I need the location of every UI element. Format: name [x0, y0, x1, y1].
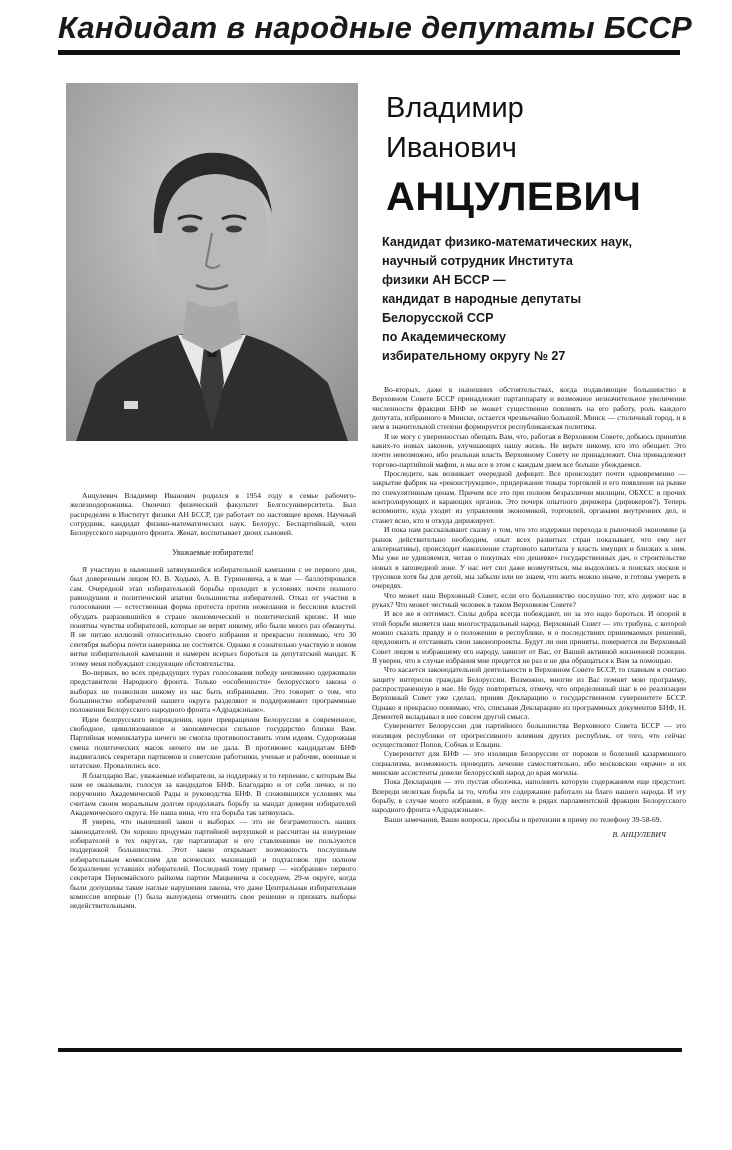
paragraph: Я уверен, что нынешний закон о выборах — это не безграмотность наших законодателей. Он хорошо продуман партийной верхушкой и рассчитан на изнурение избирателей в тех округах, где партаппарат и его ставленники не пользуются поддержкой большинства. Этот закон открывает возможность послушным избирательным комиссиям для всяческих махинаций и подтасовок при полном безразличии уставших избирателей. Последний тому пример — «избрание» первого секретаря Первомайского райкома партии Мацкевича в соседнем, 29-м округе, когда были допущены такие наглые нарушения закона, что даже Центральная избирательная комиссия впервые (!) была вынуждена отменить свое решение и признать выборы недействительными.	[70, 817, 356, 911]
paragraph: Что может наш Верховный Совет, если его большинство послушно тот, кто держит нас в руках? Что может честный человек в таком Верховном Совете?	[372, 590, 686, 609]
paragraph: Ваши замечания, Ваши вопросы, просьбы и претензии я приму по телефону 39-58-69.	[384, 814, 662, 824]
first-name: Владимир	[386, 92, 524, 124]
paragraph: Я участвую в нынешней затянувшейся избирательной кампании с ее первого дня, был доверенным лицом Ю. В. Ходыко, А. В. Гуриновича, а в мае — баллотировался сам. Очередной этап избирательной борьбы проходит в условиях почти полного равнодушия и политической апатии большинства избирателей. Отказ от участия в голосовании — естественная форма протеста против нежелания и бессилия властей обуздать разразившийся в стране экономический и политический кризис. И мне понятны чувства избирателей, которые не верят никому, ибо были много раз обмануты. Я не питаю иллюзий относительно своего избрания и прекрасно понимаю, что 30 сентября выборы почти наверняка не состоятся. Однако я сознательно участвую в новом витке избирательной кампании и намерен всерьез бороться за депутатский мандат. К этому меня побуждают следующие обстоятельства.	[70, 565, 356, 668]
paragraph: И пока нам рассказывают сказку о том, что это издержки перехода к рыночной экономике (а рынок действительно необходим, опыт всех развитых стран показывает, что ему нет альтернативы), происходит накопление стартового капитала у власть имущих и близких к ним. Мы уже не удивляемся, читая о покупках «по дешевке» государственных дач, о строительстве новых в заповедной зоне. У нас нет сил даже возмутиться, мы выдохлись в поисках носков и трусиков хотя бы для детей, мы забыли или не знаем, что жить можно иначе, и готовы умереть в очередях.	[372, 525, 686, 591]
paragraph: Что касается законодательной деятельности в Верховном Совете БССР, то главным я считаю защиту интересов граждан Белоруссии. Возможно, многие из Вас помнят мою программу, распространенную в мае. Не буду повторяться, отмечу, что определенный шаг в ее реализации Верховный Совет уже сделал, приняв Декларацию о государственном суверенитете БССР. Однако я прекрасно понимаю, что, списывая Декларацию из программных документов БНФ, Н. Дементей вкладывал в нее совсем другой смысл.	[372, 665, 686, 722]
paragraph: Проследите, как возникает очередной дефицит. Все происходит почти одновременно — закрытие фабрик на «реконструкцию», придержание товара торговлей и его появление на рынке по спекулятивным ценам. Причем все это при полном безразличии милиции, ОБХСС и прочих контролирующих и карающих органов. Это почерк опытного дирижера (дирижеров?). Теперь вспомните, куда уходят из управления экономикой, торговлей, органами внутренних дел, и станет ясно, кто и откуда дирижирует.	[372, 469, 686, 525]
candidate-photo	[66, 83, 358, 441]
header-rule	[58, 50, 680, 55]
subtitle-line: по Академическому	[382, 330, 507, 344]
header-title: Кандидат в народные депутаты БССР	[58, 10, 693, 45]
paragraph: Идеи белорусского возрождения, идеи превращения Белоруссии в современное, свободное, цивилизованное и экономически сильное государство близки Вам. Партийная номенклатура ничего не смогла противопоставить этим идеям. Судорожная смена политических масок ничего им не дала. В противовес кандидатам БНФ выдвигались секретари парткомов и советские работники, ученые и рабочие, военные и штатские. Провалились все.	[70, 714, 356, 771]
patronymic: Иванович	[386, 132, 517, 164]
surname: АНЦУЛЕВИЧ	[386, 175, 642, 219]
paragraph: И все же я оптимист. Силы добра всегда побеждают, но за это надо бороться. И опорой в этой борьбе является наш многострадальный народ. Верховный Совет — это трибуна, с которой можно сказать правду и о положении в республике, и о последствиях принимаемых решений, предложить и отстаивать свои законопроекты. Будут ли они приняты, повернется ли Верховный Совет лицом к избравшему его народу, зависит от Вас, от Вашей активной жизненной позиции. Я уверен, что в случае избрания мне придется не раз и не два обращаться к Вам за помощью.	[372, 609, 686, 665]
signature: В. АНЦУЛЕВИЧ	[612, 830, 666, 840]
subtitle-line: физики АН БССР —	[382, 273, 506, 287]
paragraph: Я не могу с уверенностью обещать Вам, что, работая в Верховном Совете, добьюсь принятия каких-то новых законов, улучшающих нашу жизнь. Не верьте никому, кто это обещает. Это почти невозможно, ибо реальная власть Верховному Совету не принадлежит. Она принадлежит торгово-партийной мафии, и мы все в этом с каждым днем все больше убеждаемся.	[372, 431, 686, 469]
page-header	[58, 8, 693, 48]
subtitle-line: кандидат в народные депутаты	[382, 292, 582, 306]
subtitle-line: Кандидат физико-математических наук,	[382, 235, 632, 249]
subtitle-line: Белорусской ССР	[382, 311, 494, 325]
paragraph: Во-первых, во всех предыдущих турах голосования победу неизменно одерживали представители Народного фронта. Только «особенности» белорусского закона о выборах не позволили никому из нас быть избранными. Это говорит о том, что большинство избирателей нашего округа разделяют и поддерживают программные положения Белорусского народного фронта «Адраджэньне».	[70, 667, 356, 715]
paragraph: Я благодарю Вас, уважаемые избиратели, за поддержку и то терпение, с которым Вы нам ее оказывали, голосуя за кандидатов БНФ. Благодарю и от себя лично, и по поручению Академической Рады и руководства БНФ. В сложившихся условиях мы считаем своим моральным долгом продолжать борьбу за мандат доверия избирателей Академического округа. Не наша вина, что эта борьба так затянулась.	[70, 770, 356, 817]
footer-rule	[58, 1048, 682, 1052]
subtitle-line: научный сотрудник Института	[382, 254, 573, 268]
right-column	[372, 385, 686, 840]
biography: Анцулевич Владимир Иванович родился в 1954 году в семье рабочего-железнодорожника. Окончил физический факультет Белгосуниверситета. Был распределен в Институт физики АН БССР, где работает по настоящее время. Научный сотрудник, кандидат физико-математических наук. Белорус. Беспартийный, член Белорусского народного фронта. Женат, воспитывает двоих сыновей.	[70, 491, 356, 538]
greeting: Уважаемые избиратели!	[172, 547, 254, 557]
left-column	[70, 491, 356, 911]
candidate-subtitle	[382, 233, 682, 366]
candidate-name	[386, 88, 686, 226]
paragraph: Суверенитет Белоруссии для партийного большинства Верховного Совета БССР — это изоляция республики от прогрессивного влияния других республик, от того, что сейчас осуществляют Попов, Собчак и Ельцин.	[372, 721, 686, 750]
paragraph: Пока Декларация — это пустая оболочка, наполнить которую содержанием еще предстоит. Впереди нелегкая борьба за то, чтобы это содержание работало на благо нашего народа. И эту борьбу, в случае моего избрания, я буду вести в рядах парламентской фракции Белорусского народного фронта «Адраджэньне».	[372, 777, 686, 815]
subtitle-line: избирательному округу № 27	[382, 349, 566, 363]
paragraph: Во-вторых, даже в нынешних обстоятельствах, когда подавляющее большинство в Верховном Совете БССР принадлежит партаппарату и возможное незначительное увеличение численности фракции БНФ не может существенно повлиять на его работу, роль каждого депутата, избранного в Минске, остается чрезвычайно большой. Минск — столичный город, и в нем в значительной степени формируется республиканская политика.	[372, 385, 686, 432]
paragraph: Суверенитет для БНФ — это изоляция Белоруссии от пороков и болезней казарменного социализма, возможность проводить лечение самостоятельно, ибо московские «врачи» и их минские ассистенты довели белорусский народ до края могилы.	[372, 749, 686, 778]
candidate-portrait-icon	[66, 83, 358, 441]
